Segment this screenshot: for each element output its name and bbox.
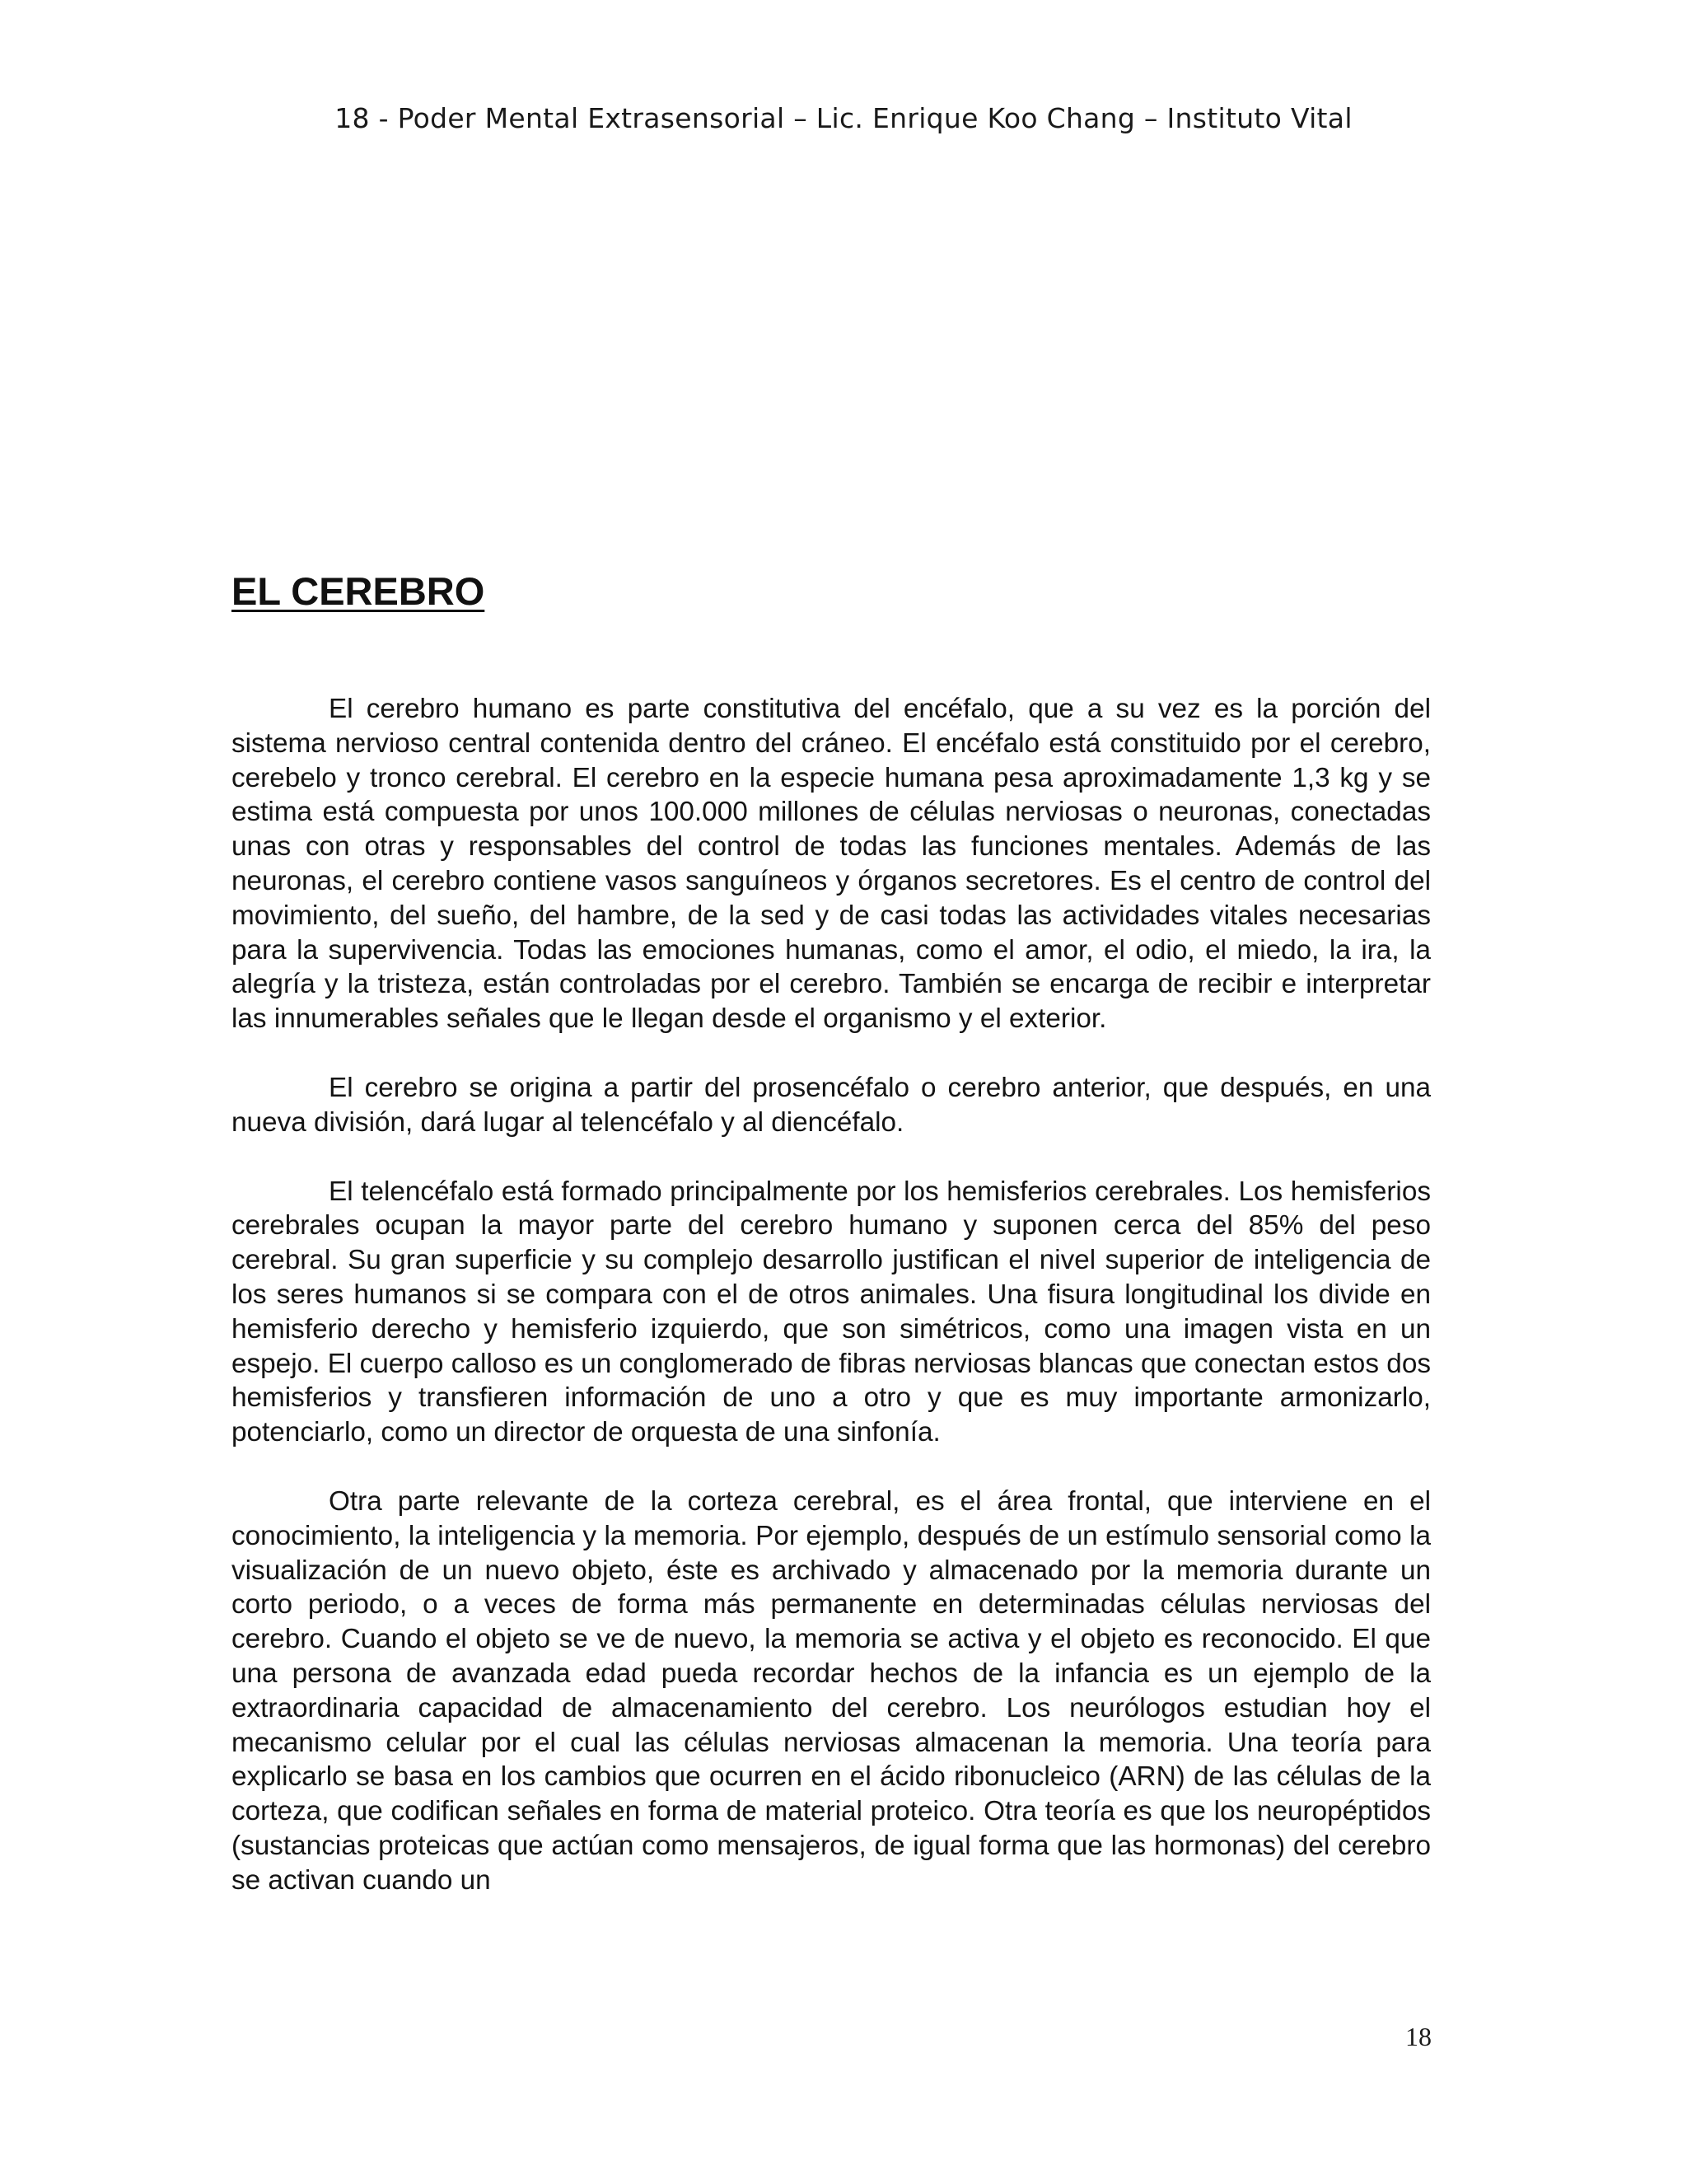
section-title: EL CEREBRO [231, 569, 485, 613]
paragraph-cerebro-definicion: El cerebro humano es parte constitutiva del encéfalo, que a su vez es la porción del sistema nervioso central contenida dentro del cráneo. El encéfalo está constituido por el cerebro, cerebelo y tronco cerebral. El cerebro en la especie humana pesa aproximadamente 1,3 kg y se estima está compuesta por unos 100.000 millones de células nerviosas o neuronas, conectadas unas con otras y responsables del control de todas las funciones mentales. Además de las neuronas, el cerebro contiene vasos sanguíneos y órganos secretores. Es el centro de control del movimiento, del sueño, del hambre, de la sed y de casi todas las actividades vitales necesarias para la supervivencia. Todas las emociones humanas, como el amor, el odio, el miedo, la ira, la alegría y la tristeza, están controladas por el cerebro. También se encarga de recibir e interpretar las innumerables señales que le llegan desde el organismo y el exterior. [231, 694, 1431, 1035]
paragraph-prosencefalo: El cerebro se origina a partir del prosencéfalo o cerebro anterior, que después, en una nueva división, dará lugar al telencéfalo y al diencéfalo. [231, 1072, 1431, 1138]
page-number: 18 [1405, 2022, 1432, 2051]
running-header: 18 - Poder Mental Extrasensorial – Lic. Enrique Koo Chang – Instituto Vital [334, 102, 1353, 134]
paragraph-area-frontal: Otra parte relevante de la corteza cerebral, es el área frontal, que interviene en el conocimiento, la inteligencia y la memoria. Por ejemplo, después de un estímulo sensorial como la visualización de un nuevo objeto, éste es archivado y almacenado por la memoria durante un corto periodo, o a veces de forma más permanente en determinadas células nerviosas del cerebro. Cuando el objeto se ve de nuevo, la memoria se activa y el objeto es reconocido. El que una persona de avanzada edad pueda recordar hechos de la infancia es un ejemplo de la extraordinaria capacidad de almacenamiento del cerebro. Los neurólogos estudian hoy el mecanismo celular por el cual las células nerviosas almacenan la memoria. Una teoría para explicarlo se basa en los cambios que ocurren en el ácido ribonucleico (ARN) de las células de la corteza, que codifican señales en forma de material proteico. Otra teoría es que los neuropéptidos (sustancias proteicas que actúan como mensajeros, de igual forma que las hormonas) del cerebro se activan cuando un [231, 1485, 1431, 1896]
paragraph-telencefalo: El telencéfalo está formado principalmente por los hemisferios cerebrales. Los hemisferios cerebrales ocupan la mayor parte del cerebro humano y suponen cerca del 85% del peso cerebral. Su gran superficie y su complejo desarrollo justifican el nivel superior de inteligencia de los seres humanos si se compara con el de otros animales. Una fisura longitudinal los divide en hemisferio derecho y hemisferio izquierdo, que son simétricos, como una imagen vista en un espejo. El cuerpo calloso es un conglomerado de fibras nerviosas blancas que conectan estos dos hemisferios y transfieren información de uno a otro y que es muy importante armonizarlo, potenciarlo, como un director de orquesta de una sinfonía. [231, 1176, 1431, 1448]
page-body [231, 568, 1431, 1933]
